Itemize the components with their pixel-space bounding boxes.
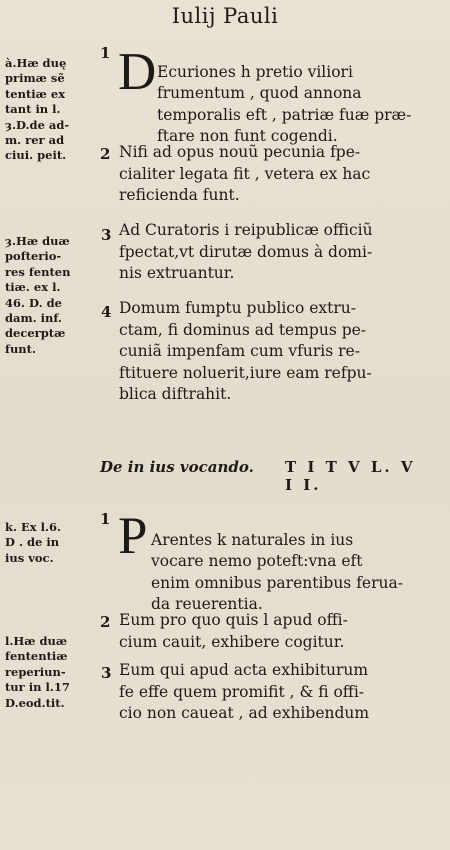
margin-note: ȝ.Hæ duæ pofterio- res fenten tiæ. ex l. 46. D. de dam. inf. decerptæ funt. [5,234,71,356]
margin-note: k. Ex l.6. D . de in ius voc. [5,520,61,565]
paragraph-number: 3 [101,226,112,244]
paragraph-number: 2 [100,613,111,631]
drop-cap: D [118,43,157,101]
paragraph-lines: Arentes k naturales in ius vocare nemo poteft:vna eft enim omnibus parentibus ferua- da reuerentia. [151,530,403,613]
paragraph-text: Nifi ad opus nouũ pecunia fpe- cialiter legata fit , vetera ex hac reficienda funt. [119,143,371,204]
drop-cap: P [118,507,148,565]
paragraph-text: Ad Curatoris i reipublicæ officiũ fpectat,vt dirutæ domus à domi- nis extruantur. [119,221,373,282]
paragraph-number: 1 [100,44,111,62]
paragraph-text: Eum pro quo quis l apud offi- cium cauit, exhibere cogitur. [119,611,348,651]
margin-note: l.Hæ duæ fententiæ reperiun- tur in l.17 D.eod.tit. [5,634,70,710]
section-title-roman: T I T V L. V I I. [285,458,416,494]
paragraph-text: Domum fumptu publico extru- ctam, fi dominus ad tempus pe- cuniã impenfam cum vfuris re- ftituere noluerit,iure eam refpu- blica diftrahit. [119,299,372,403]
paragraph-number: 2 [100,145,111,163]
running-head: Iulij Pauli [171,4,279,28]
section-title-italic: De in ius vocando. [100,458,254,476]
paragraph-number: 4 [101,303,112,321]
section-title [100,458,430,494]
paragraph-number: 1 [100,510,111,528]
margin-note: à.Hæ duę primæ sẽ tentiæ ex tant in l. ȝ.D.de ad- m. rer ad ciui. peit. [5,56,70,163]
paragraph-number: 3 [101,664,112,682]
paragraph-text: Eum qui apud acta exhibiturum fe effe quem promifit , & fi offi- cio non caueat , ad exhibendum [119,661,370,722]
paragraph-lines: Ecuriones h pretio viliori frumentum , quod annona temporalis eft , patriæ fuæ præ- ftare non funt cogendi. [157,62,412,145]
